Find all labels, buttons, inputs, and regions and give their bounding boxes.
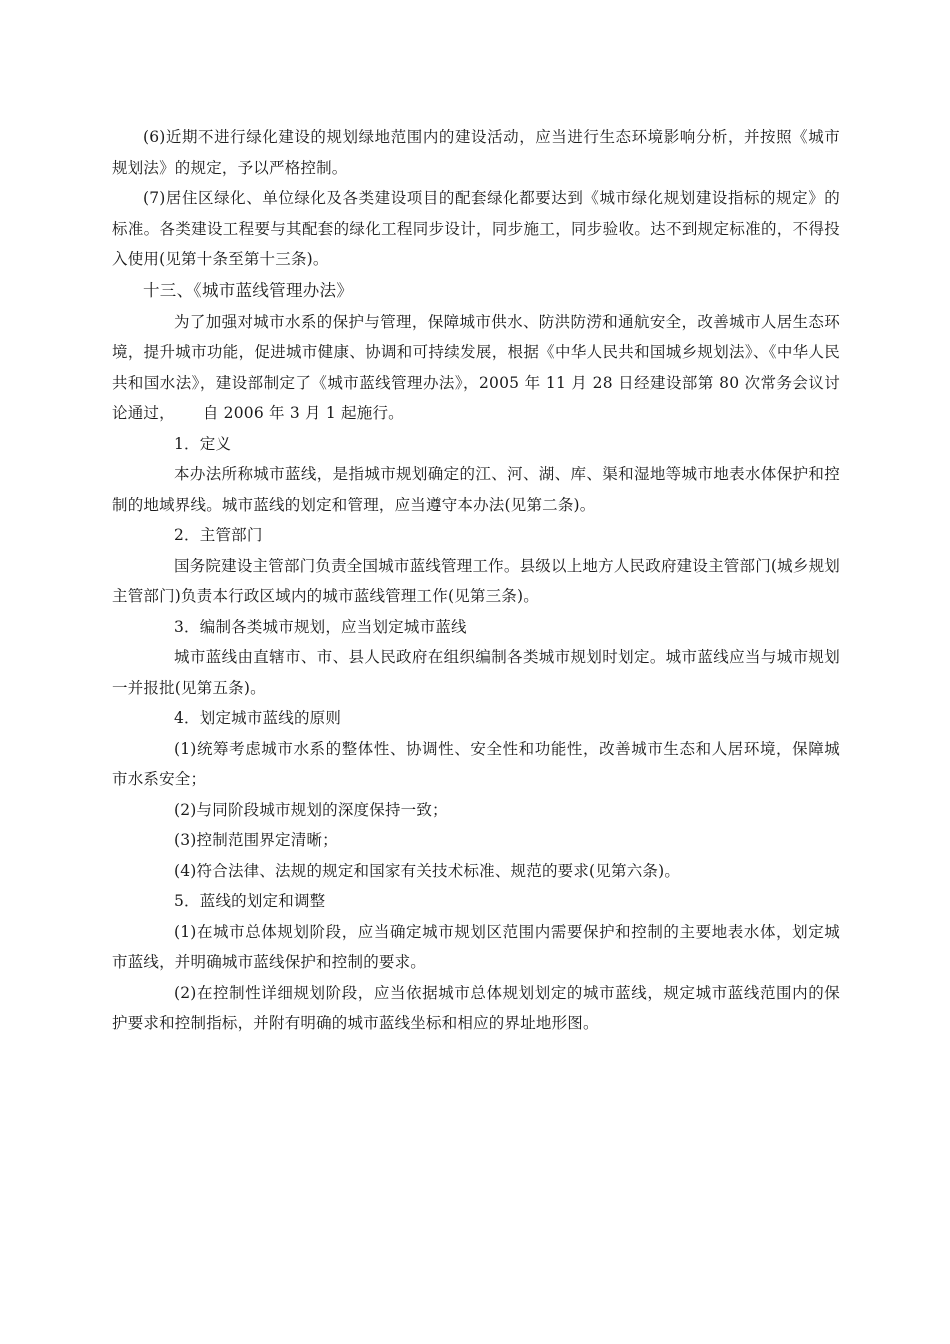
paragraph-item-6: (6)近期不进行绿化建设的规划绿地范围内的建设活动，应当进行生态环境影响分析，并按照《城市规划法》的规定，予以严格控制。 bbox=[112, 128, 840, 177]
adjustment-item-2: (2)在控制性详细规划阶段，应当依据城市总体规划划定的城市蓝线，规定城市蓝线范围内的保护要求和控制指标，并附有明确的城市蓝线坐标和相应的界址地形图。 bbox=[112, 983, 840, 1032]
principle-item-1: (1)统筹考虑城市水系的整体性、协调性、安全性和功能性，改善城市生态和人居环境，保障城市水系安全； bbox=[112, 739, 840, 788]
definition-body: 本办法所称城市蓝线，是指城市规划确定的江、河、湖、库、渠和湿地等城市地表水体保护和控制的地域界线。城市蓝线的划定和管理，应当遵守本办法(见第二条)。 bbox=[112, 465, 840, 514]
intro-text-a: 为了加强对城市水系的保护与管理，保障城市供水、防洪防涝和通航安全，改善城市人居生态环境，提升城市功能，促进城市健康、协调和可持续发展，根据《中华人民共和国城乡规划法》、《中华人民共和国水法》，建设部制定了《城市蓝线管理办法》，2005 年 11 月 28 日经建设部第 80 次常务会议讨论通过， bbox=[112, 312, 840, 422]
authority-body: 国务院建设主管部门负责全国城市蓝线管理工作。县级以上地方人民政府建设主管部门(城乡规划主管部门)负责本行政区域内的城市蓝线管理工作(见第三条)。 bbox=[112, 556, 840, 605]
principle-item-3: (3)控制范围界定清晰； bbox=[174, 831, 338, 849]
intro-text-b: 自 2006 年 3 月 1 起施行。 bbox=[202, 404, 404, 422]
principle-item-2: (2)与同阶段城市规划的深度保持一致； bbox=[174, 800, 448, 819]
heading-planning: 3．编制各类城市规划，应当划定城市蓝线 bbox=[174, 617, 467, 636]
section-title: 十三、《城市蓝线管理办法》 bbox=[143, 280, 354, 300]
heading-authority: 2．主管部门 bbox=[174, 526, 263, 544]
principle-item-4: (4)符合法律、法规的规定和国家有关技术标准、规范的要求(见第六条)。 bbox=[174, 861, 681, 880]
paragraph-item-7: (7)居住区绿化、单位绿化及各类建设项目的配套绿化都要达到《城市绿化规划建设指标的规定》的标准。各类建设工程要与其配套的绿化工程同步设计，同步施工，同步验收。达不到规定标准的，不得投入使用(见第十条至第十三条)。 bbox=[112, 189, 840, 268]
planning-body: 城市蓝线由直辖市、市、县人民政府在组织编制各类城市规划时划定。城市蓝线应当与城市规划一并报批(见第五条)。 bbox=[112, 648, 840, 697]
heading-adjustment: 5．蓝线的划定和调整 bbox=[174, 892, 326, 910]
document-page bbox=[112, 122, 840, 1039]
heading-principles: 4．划定城市蓝线的原则 bbox=[174, 709, 342, 727]
adjustment-item-1: (1)在城市总体规划阶段，应当确定城市规划区范围内需要保护和控制的主要地表水体，划定城市蓝线，并明确城市蓝线保护和控制的要求。 bbox=[112, 922, 840, 971]
intro-paragraph bbox=[112, 307, 840, 429]
heading-definition: 1．定义 bbox=[174, 434, 232, 453]
